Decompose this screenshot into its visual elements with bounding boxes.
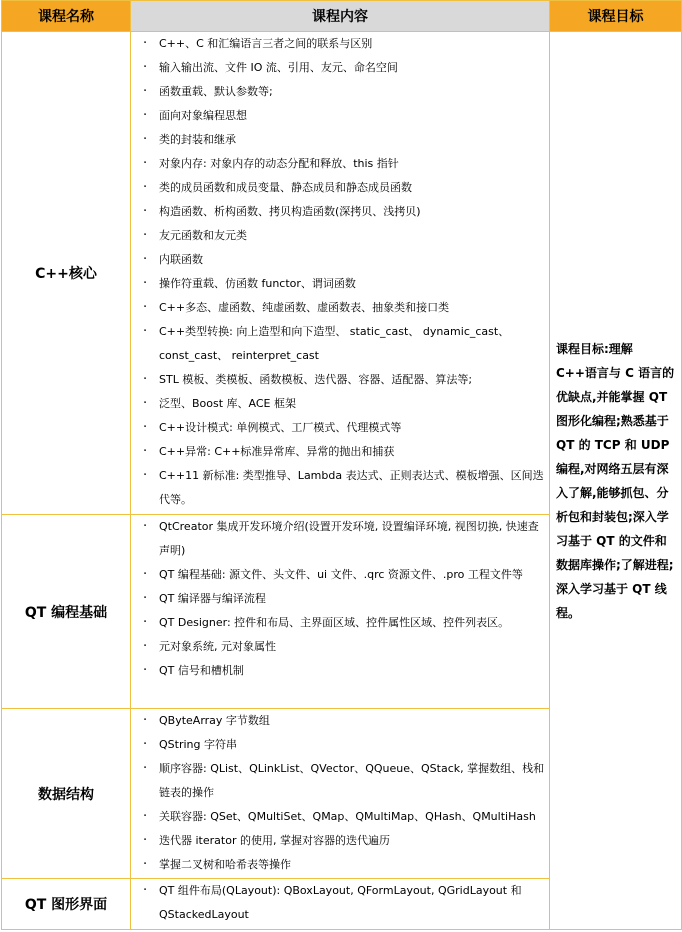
section-name: 数据结构 (2, 709, 131, 879)
list-item: · 操作符重载、仿函数 functor、谓词函数 (139, 272, 545, 296)
list-item: · 类的封装和继承 (139, 128, 545, 152)
list-item: · 类的成员函数和成员变量、静态成员和静态成员函数 (139, 176, 545, 200)
list-item: · 友元函数和友元类 (139, 224, 545, 248)
header-course-content: 课程内容 (131, 1, 550, 32)
list-item: · QT 信号和槽机制 (139, 659, 545, 683)
list-item: · 对象内存: 对象内存的动态分配和释放、this 指针 (139, 152, 545, 176)
section-name: C++核心 (2, 32, 131, 515)
list-item: · C++类型转换: 向上造型和向下造型、 static_cast、 dynamic_cast、 const_cast、 reinterpret_cast (139, 320, 545, 368)
section-content (131, 32, 550, 515)
content-list (139, 515, 545, 683)
list-item: · 顺序容器: QList、QLinkList、QVector、QQueue、QStack, 掌握数组、栈和链表的操作 (139, 757, 545, 805)
list-item: · QT 编译器与编译流程 (139, 587, 545, 611)
section-row-cpp-core (2, 32, 682, 515)
header-row (2, 1, 682, 32)
list-item: · C++、C 和汇编语言三者之间的联系与区别 (139, 32, 545, 56)
list-item: · QString 字符串 (139, 733, 545, 757)
list-item: · STL 模板、类模板、函数模板、迭代器、容器、适配器、算法等; (139, 368, 545, 392)
list-item: · C++多态、虚函数、纯虚函数、虚函数表、抽象类和接口类 (139, 296, 545, 320)
list-item: · 迭代器 iterator 的使用, 掌握对容器的迭代遍历 (139, 829, 545, 853)
list-item: · 泛型、Boost 库、ACE 框架 (139, 392, 545, 416)
list-item: · 输入输出流、文件 IO 流、引用、友元、命名空间 (139, 56, 545, 80)
list-item: · 元对象系统, 元对象属性 (139, 635, 545, 659)
list-item: · QT 组件布局(QLayout): QBoxLayout, QFormLayout, QGridLayout 和 QStackedLayout (139, 879, 545, 927)
section-name: QT 图形界面 (2, 879, 131, 930)
section-content (131, 709, 550, 879)
section-content (131, 515, 550, 709)
list-item: · QtCreator 集成开发环境介绍(设置开发环境, 设置编译环境, 视图切换, 快速查声明) (139, 515, 545, 563)
list-item: · 构造函数、析构函数、拷贝构造函数(深拷贝、浅拷贝) (139, 200, 545, 224)
content-list (139, 879, 545, 927)
list-item: · 关联容器: QSet、QMultiSet、QMap、QMultiMap、QHash、QMultiHash (139, 805, 545, 829)
content-list (139, 709, 545, 877)
header-course-goal: 课程目标 (550, 1, 682, 32)
header-course-name: 课程名称 (2, 1, 131, 32)
list-item: · 函数重载、默认参数等; (139, 80, 545, 104)
content-list (139, 32, 545, 512)
list-item: · QT 编程基础: 源文件、头文件、ui 文件、.qrc 资源文件、.pro 工程文件等 (139, 563, 545, 587)
list-item: · 掌握二叉树和哈希表等操作 (139, 853, 545, 877)
section-content (131, 879, 550, 930)
course-table (1, 0, 682, 930)
list-item: · 内联函数 (139, 248, 545, 272)
list-item: · 面向对象编程思想 (139, 104, 545, 128)
course-goal: 课程目标:理解 C++语言与 C 语言的优缺点,并能掌握 QT 图形化编程;熟悉基于 QT 的 TCP 和 UDP 编程,对网络五层有深入了解,能够抓包、分析包和封装包;深入学习基于 QT 的文件和数据库操作;了解进程;深入学习基于 QT 线程。 (550, 32, 682, 930)
list-item: · C++11 新标准: 类型推导、Lambda 表达式、正则表达式、模板增强、区间迭代等。 (139, 464, 545, 512)
list-item: · C++异常: C++标准异常库、异常的抛出和捕获 (139, 440, 545, 464)
list-item: · C++设计模式: 单例模式、工厂模式、代理模式等 (139, 416, 545, 440)
list-item: · QT Designer: 控件和布局、主界面区域、控件属性区域、控件列表区。 (139, 611, 545, 635)
section-name: QT 编程基础 (2, 515, 131, 709)
list-item: · QByteArray 字节数组 (139, 709, 545, 733)
